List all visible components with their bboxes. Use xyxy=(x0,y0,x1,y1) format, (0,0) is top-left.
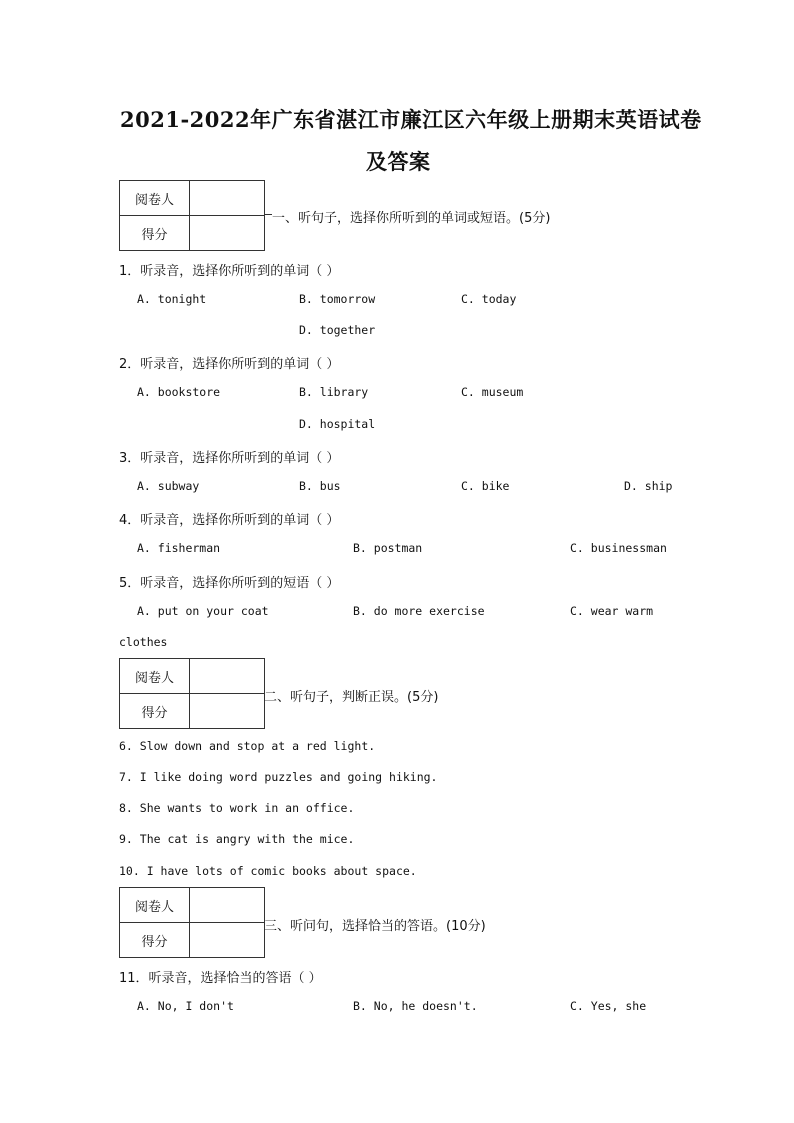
option-c[interactable]: C. today xyxy=(461,292,517,306)
option-c[interactable]: C. Yes, she xyxy=(570,999,647,1013)
option-c[interactable]: C. museum xyxy=(461,385,524,399)
option-b[interactable]: B. tomorrow xyxy=(299,292,376,306)
statement-item: 8. She wants to work in an office. xyxy=(119,801,355,815)
statement-item: 9. The cat is angry with the mice. xyxy=(119,832,355,846)
score-label: 得分 xyxy=(120,694,190,729)
statement-item: 6. Slow down and stop at a red light. xyxy=(119,739,376,753)
document-title-continued: 及答案 xyxy=(366,149,431,174)
question-stem: 5．听录音，选择你所听到的短语（ ） xyxy=(119,576,340,591)
document-title: 2021-2022年广东省湛江市廉江区六年级上册期末英语试卷 xyxy=(120,107,702,132)
option-a[interactable]: A. bookstore xyxy=(137,385,221,399)
score-table xyxy=(119,658,265,729)
option-c[interactable]: C. bike xyxy=(461,479,510,493)
option-a[interactable]: A. subway xyxy=(137,479,200,493)
reviewer-cell[interactable] xyxy=(190,888,265,923)
reviewer-cell[interactable] xyxy=(190,181,265,216)
score-cell[interactable] xyxy=(190,216,265,251)
question-stem: 3．听录音，选择你所听到的单词（ ） xyxy=(119,451,340,466)
option-c[interactable]: C. wear warm xyxy=(570,604,654,618)
score-cell[interactable] xyxy=(190,694,265,729)
score-table xyxy=(119,180,265,251)
option-c-continued: clothes xyxy=(119,635,168,649)
statement-item: 7. I like doing word puzzles and going hiking. xyxy=(119,770,438,784)
score-label: 得分 xyxy=(120,923,190,958)
option-a[interactable]: A. tonight xyxy=(137,292,207,306)
option-b[interactable]: B. library xyxy=(299,385,369,399)
option-b[interactable]: B. do more exercise xyxy=(353,604,485,618)
option-b[interactable]: B. No, he doesn't. xyxy=(353,999,478,1013)
option-d[interactable]: D. together xyxy=(299,323,376,337)
option-a[interactable]: A. No, I don't xyxy=(137,999,234,1013)
option-b[interactable]: B. bus xyxy=(299,479,341,493)
score-label: 得分 xyxy=(120,216,190,251)
reviewer-label: 阅卷人 xyxy=(120,659,190,694)
reviewer-label: 阅卷人 xyxy=(120,888,190,923)
table-connector-line xyxy=(264,214,272,215)
reviewer-cell[interactable] xyxy=(190,659,265,694)
section-heading: 三、听问句，选择恰当的答语。(10分) xyxy=(264,919,486,934)
option-a[interactable]: A. put on your coat xyxy=(137,604,269,618)
option-d[interactable]: D. hospital xyxy=(299,417,376,431)
section-heading: 一、听句子，选择你所听到的单词或短语。(5分) xyxy=(272,211,551,226)
question-stem: 11．听录音，选择恰当的答语（ ） xyxy=(119,971,322,986)
option-b[interactable]: B. postman xyxy=(353,541,423,555)
question-stem: 1．听录音，选择你所听到的单词（ ） xyxy=(119,264,340,279)
reviewer-label: 阅卷人 xyxy=(120,181,190,216)
option-c[interactable]: C. businessman xyxy=(570,541,667,555)
question-stem: 4．听录音，选择你所听到的单词（ ） xyxy=(119,513,340,528)
option-a[interactable]: A. fisherman xyxy=(137,541,221,555)
section-heading: 二、听句子，判断正误。(5分) xyxy=(264,690,439,705)
score-cell[interactable] xyxy=(190,923,265,958)
score-table xyxy=(119,887,265,958)
question-stem: 2．听录音，选择你所听到的单词（ ） xyxy=(119,357,340,372)
statement-item: 10. I have lots of comic books about space. xyxy=(119,864,417,878)
option-d[interactable]: D. ship xyxy=(624,479,673,493)
